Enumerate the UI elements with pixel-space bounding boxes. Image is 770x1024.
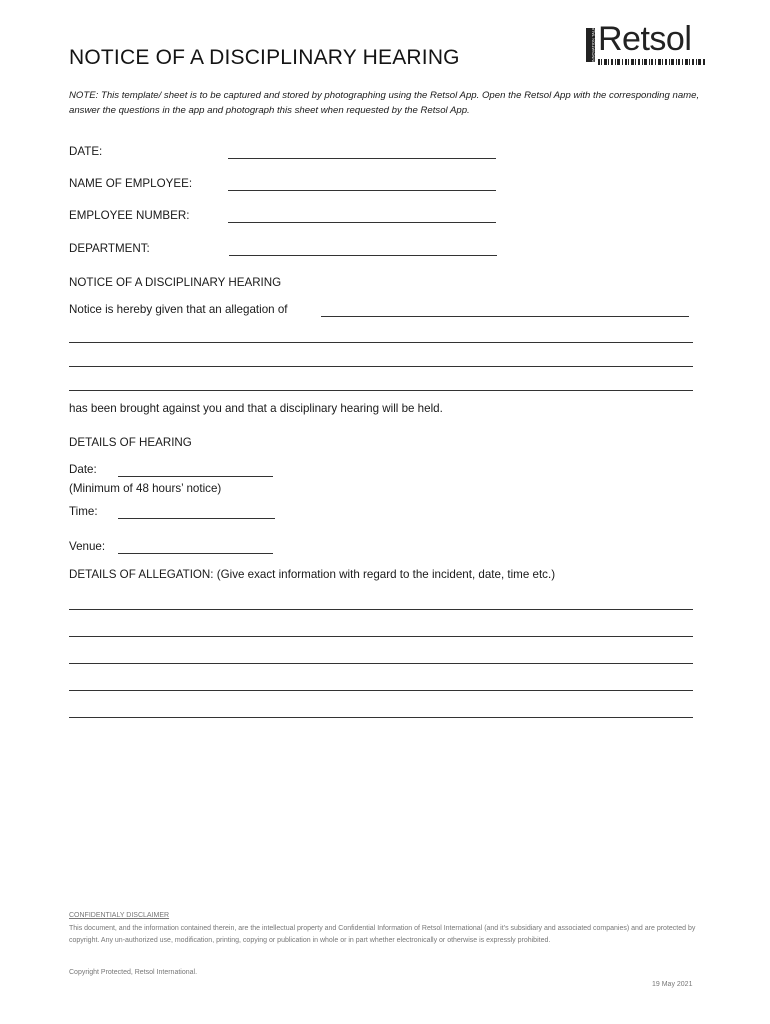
logo-word: Retsol xyxy=(598,20,692,58)
hearing-date-blank[interactable] xyxy=(118,476,273,477)
date-label: DATE: xyxy=(69,145,103,158)
allegation-line-2[interactable] xyxy=(69,366,693,367)
minimum-notice-text: (Minimum of 48 hours’ notice) xyxy=(69,482,222,495)
allegation-line-3[interactable] xyxy=(69,390,693,391)
department-label: DEPARTMENT: xyxy=(69,242,150,255)
hearing-time-blank[interactable] xyxy=(118,518,275,519)
logo-side-tag xyxy=(586,24,596,63)
instruction-note: NOTE: This template/ sheet is to be captured and stored by photographing using the Retsol App. Open the Retsol App with the corresponding name, answer the questions in the app and photograph this sheet when requested by the Retsol App. xyxy=(69,90,700,116)
details-line-3[interactable] xyxy=(69,663,693,664)
employee-number-blank[interactable] xyxy=(228,222,496,223)
retsol-logo xyxy=(586,20,708,68)
hearing-venue-blank[interactable] xyxy=(118,553,273,554)
hearing-heading: DETAILS OF HEARING xyxy=(69,436,192,449)
copyright-text: Copyright Protected, Retsol International. xyxy=(69,969,198,976)
allegation-line-1[interactable] xyxy=(69,342,693,343)
section-heading: NOTICE OF A DISCIPLINARY HEARING xyxy=(69,276,282,289)
disclaimer-title: CONFIDENTIALY DISCLAIMER xyxy=(69,912,170,919)
department-blank[interactable] xyxy=(229,255,497,256)
allegation-outro: has been brought against you and that a disciplinary hearing will be held. xyxy=(69,402,443,415)
employee-name-blank[interactable] xyxy=(228,190,496,191)
employee-name-label: NAME OF EMPLOYEE: xyxy=(69,177,193,190)
allegation-blank[interactable] xyxy=(321,316,689,317)
hearing-date-label: Date: xyxy=(69,463,97,476)
details-line-1[interactable] xyxy=(69,609,693,610)
barcode-icon xyxy=(598,59,706,65)
date-blank[interactable] xyxy=(228,158,496,159)
page-title: NOTICE OF A DISCIPLINARY HEARING xyxy=(69,46,460,69)
details-line-5[interactable] xyxy=(69,717,693,718)
footer-date: 19 May 2021 xyxy=(652,981,693,988)
disclaimer-text: This document, and the information contained therein, are the intellectual property and Confidential Information of Retsol International (and it’s subsidiary and associated companies) and are protected by copyright. Any un-authorized use, modification, printing, copying or publication in whole or in part whether electronically or otherwise is expressly prohibited. xyxy=(69,925,696,944)
employee-number-label: EMPLOYEE NUMBER: xyxy=(69,209,190,222)
allegation-details-heading: DETAILS OF ALLEGATION: (Give exact information with regard to the incident, date, time etc.) xyxy=(69,568,556,581)
allegation-intro: Notice is hereby given that an allegation of xyxy=(69,303,288,316)
logo-side-text: INNOVATION TALKS xyxy=(590,24,596,63)
details-line-2[interactable] xyxy=(69,636,693,637)
hearing-time-label: Time: xyxy=(69,505,98,518)
hearing-venue-label: Venue: xyxy=(69,540,106,553)
details-line-4[interactable] xyxy=(69,690,693,691)
